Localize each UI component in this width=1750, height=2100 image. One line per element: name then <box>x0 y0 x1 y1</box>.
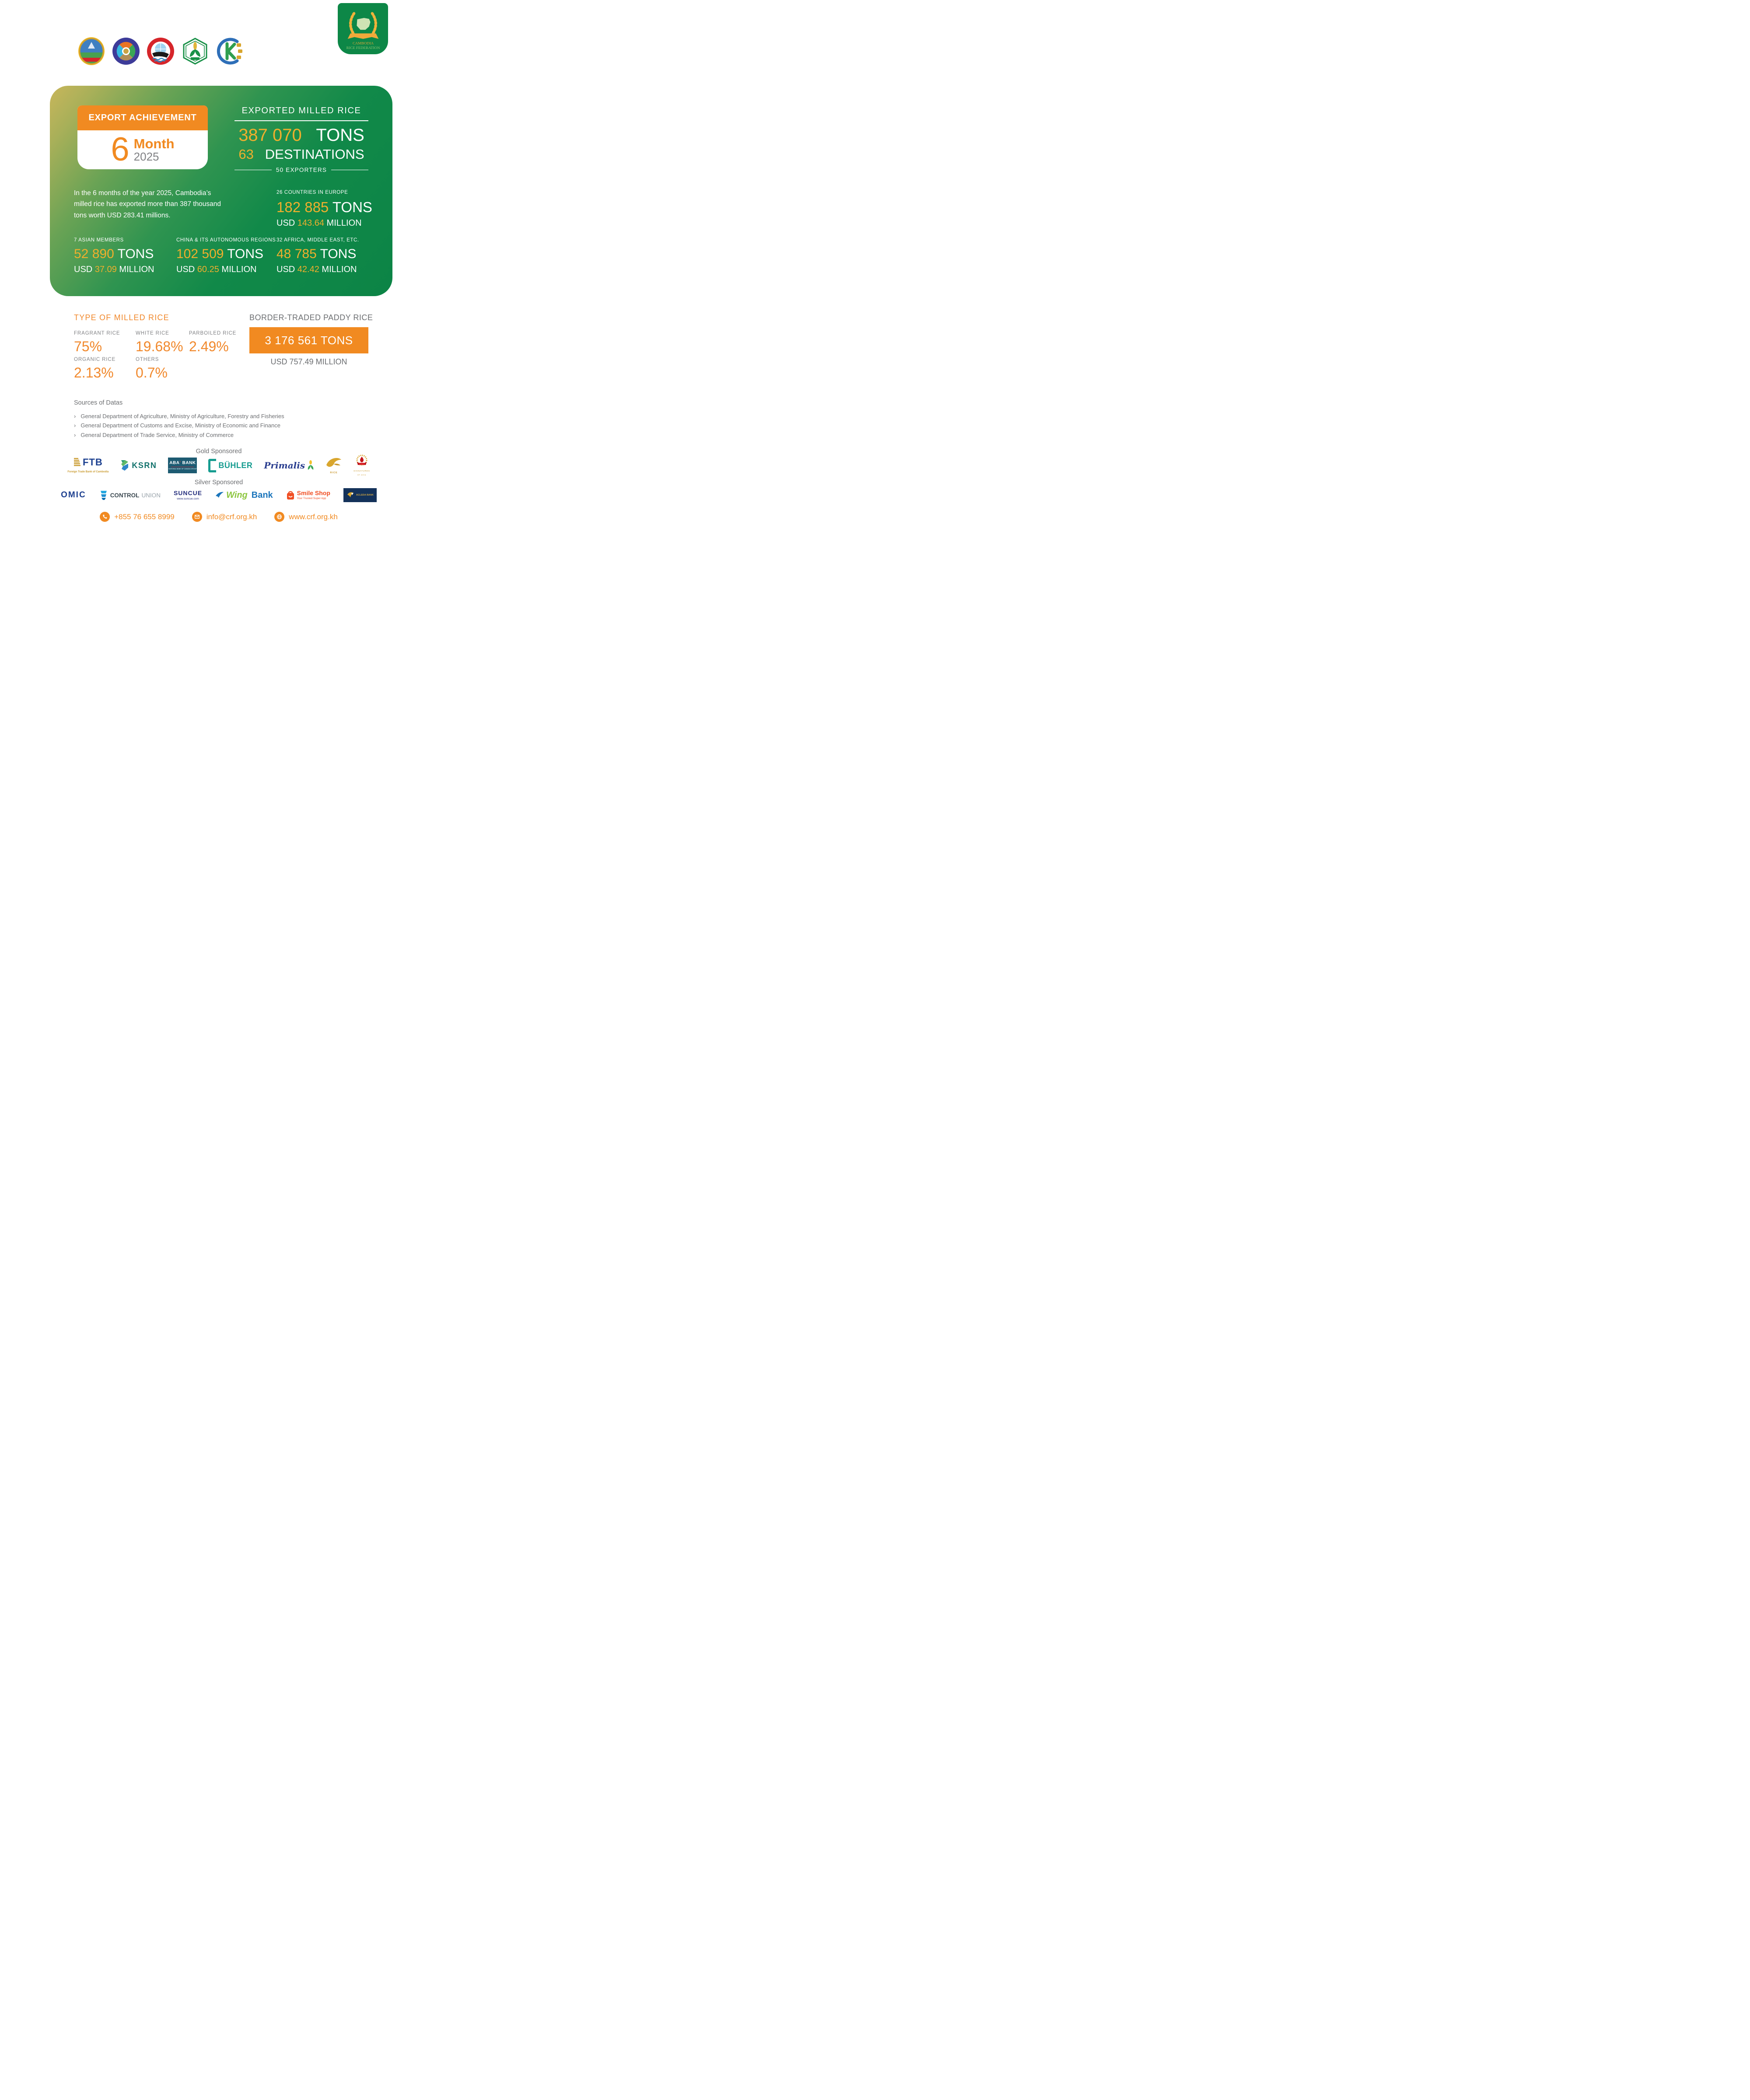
summary-paragraph: In the 6 months of the year 2025, Cambodia’s milled rice has exported more than 387 thousand tons worth USD 283.41 millions. <box>74 189 221 219</box>
sponsor-signatures-of-asia-logo <box>354 454 370 476</box>
stat-europe-label: 26 COUNTRIES IN EUROPE <box>276 190 348 195</box>
source-item <box>74 422 284 429</box>
rice-type-label: WHITE RICE <box>136 331 169 336</box>
rice-type-value: 2.13% <box>74 365 114 381</box>
border-traded-tons-box: 3 176 561 TONS <box>249 327 368 353</box>
chevron-bullet-icon: › <box>74 422 76 429</box>
sponsor-smile-shop-logo <box>286 490 330 500</box>
sponsor-buhler-logo <box>208 459 252 472</box>
aba-apostrophe: ' <box>179 461 181 466</box>
stat-china-usd-value: 60.25 <box>197 265 219 274</box>
crf-export-infographic <box>0 0 438 525</box>
globe-icon <box>274 512 284 522</box>
phone-number: +855 76 655 8999 <box>114 512 175 521</box>
wing-wordmark: Wing <box>226 490 248 500</box>
phone-contact <box>100 512 175 522</box>
buhler-bracket-icon <box>208 459 216 472</box>
rice-type-value: 2.49% <box>189 339 229 354</box>
stat-china-tons-unit: TONS <box>227 247 264 261</box>
sponsor-ftb-logo <box>67 457 108 474</box>
crf-logo-badge <box>338 3 388 54</box>
suncue-url: www.suncue.com <box>177 497 199 501</box>
rice-type-white <box>136 331 183 355</box>
silver-sponsored-label: Silver Sponsored <box>194 479 243 486</box>
crf-org-line1: CAMBODIA <box>352 40 374 45</box>
footer-contact-bar <box>0 512 438 522</box>
exported-milled-rice-block <box>234 106 368 173</box>
khmer-enterprise-seal-icon <box>215 37 244 66</box>
stat-asia-usd-label: USD <box>74 265 93 274</box>
source-text: General Department of Customs and Excise, Ministry of Economic and Finance <box>80 422 280 429</box>
rice-department-seal-icon <box>181 37 210 66</box>
source-text: General Department of Agriculture, Ministry of Agriculture, Forestry and Fisheries <box>80 413 284 419</box>
stat-europe-tons-value: 182 885 <box>276 199 329 215</box>
exporters-row <box>234 167 368 173</box>
exported-milled-rice-title: EXPORTED MILLED RICE <box>242 106 361 115</box>
stat-africa-label: 32 AFRICA, MIDDLE EAST, ETC. <box>276 238 359 243</box>
envelope-icon <box>192 512 202 522</box>
sponsor-primalis-logo <box>264 460 314 471</box>
stat-africa <box>276 238 359 275</box>
signatures-text-line1: SIGNATURES <box>354 470 370 472</box>
email-address: info@crf.org.kh <box>206 512 257 521</box>
stat-europe-usd-unit: MILLION <box>326 218 362 228</box>
export-achievement-card <box>77 105 208 169</box>
aba-wordmark-b: BANK <box>182 461 196 466</box>
primalis-plant-icon <box>307 460 314 471</box>
phone-icon <box>100 512 110 522</box>
crf-org-line2: RICE FEDERATION <box>346 45 380 50</box>
stat-europe-tons-unit: TONS <box>332 199 372 215</box>
silver-sponsors-row <box>0 486 438 504</box>
ftb-wordmark: FTB <box>82 457 103 468</box>
sponsor-ksrn-logo <box>120 460 157 471</box>
types-section-title: TYPE OF MILLED RICE <box>74 313 169 322</box>
sponsor-control-union-logo <box>99 490 161 500</box>
rice-type-label: FRAGRANT RICE <box>74 331 120 336</box>
destinations-unit: DESTINATIONS <box>265 147 364 162</box>
rice-type-value: 19.68% <box>136 339 183 354</box>
stat-africa-tons-unit: TONS <box>320 247 357 261</box>
chevron-bullet-icon: › <box>74 431 76 438</box>
sponsor-aba-bank-logo <box>168 458 197 473</box>
destinations-value: 63 <box>238 147 254 162</box>
stat-asia <box>74 238 154 275</box>
buhler-wordmark: BÜHLER <box>218 461 253 470</box>
signatures-text-line2: OF ASIA <box>357 474 367 476</box>
period-year: 2025 <box>133 150 159 164</box>
stat-asia-tons-unit: TONS <box>117 247 154 261</box>
stat-china-usd-unit: MILLION <box>221 265 257 274</box>
ksrn-mark-icon <box>120 460 130 471</box>
sources-title: Sources of Datas <box>74 399 123 406</box>
golden-bird-rice-text: RICE <box>330 472 338 475</box>
stat-asia-tons-value: 52 890 <box>74 247 114 261</box>
rice-type-organic <box>74 357 116 381</box>
agriculture-ministry-seal-icon <box>77 37 106 66</box>
source-text: General Department of Trade Service, Ministry of Commerce <box>80 431 234 438</box>
control-wordmark: CONTROL <box>110 492 140 499</box>
total-tons-line <box>234 126 368 144</box>
smile-shop-wordmark: Smile Shop <box>297 489 330 497</box>
commerce-ministry-seal-icon <box>146 37 175 66</box>
website-url: www.crf.org.kh <box>289 512 338 521</box>
total-tons-unit: TONS <box>316 126 364 145</box>
stat-europe-usd-value: 143.64 <box>297 218 324 228</box>
rice-type-value: 75% <box>74 339 102 354</box>
export-achievement-banner: EXPORT ACHIEVEMENT <box>77 105 208 130</box>
rice-type-fragrant <box>74 331 120 355</box>
rice-type-others <box>136 357 168 381</box>
stat-china-label: CHINA & ITS AUTONOMOUS REGIONS <box>176 238 276 243</box>
divider-line <box>331 170 368 171</box>
ministry-logos-row <box>77 37 244 66</box>
stat-asia-usd-value: 37.09 <box>94 265 117 274</box>
chevron-bullet-icon: › <box>74 413 76 419</box>
website-contact <box>274 512 337 522</box>
ftb-subtitle: Foreign Trade Bank of Cambodia <box>67 471 109 474</box>
rice-type-value: 0.7% <box>136 365 168 381</box>
sources-block <box>74 399 284 441</box>
acleda-bird-icon <box>346 491 354 499</box>
stat-africa-usd-unit: MILLION <box>322 265 357 274</box>
rice-type-label: OTHERS <box>136 357 159 362</box>
stat-europe-usd-label: USD <box>276 218 295 228</box>
acleda-wordmark: ACLEDA BANK <box>356 494 374 496</box>
aba-wordmark-a: ABA <box>169 461 180 466</box>
golden-bird-icon <box>326 456 342 469</box>
union-wordmark: UNION <box>141 492 161 499</box>
stat-china-usd-label: USD <box>176 265 195 274</box>
gold-sponsored-label: Gold Sponsored <box>196 448 242 455</box>
stat-africa-tons-value: 48 785 <box>276 247 317 261</box>
stat-china-tons-value: 102 509 <box>176 247 224 261</box>
crf-laurel-icon <box>340 6 386 52</box>
border-traded-usd: USD 757.49 MILLION <box>270 357 347 366</box>
export-period <box>77 130 208 169</box>
divider-line <box>234 120 368 121</box>
border-traded-title: BORDER-TRADED PADDY RICE <box>249 313 373 322</box>
signatures-crest-icon <box>355 454 368 468</box>
gold-sponsors-row <box>0 455 438 476</box>
smile-shop-bag-icon <box>286 490 295 500</box>
stat-asia-label: 7 ASIAN MEMBERS <box>74 238 124 243</box>
source-item <box>74 432 284 439</box>
sponsor-acleda-logo <box>343 488 377 502</box>
rice-type-label: ORGANIC RICE <box>74 357 116 362</box>
source-item <box>74 413 284 420</box>
smile-shop-tagline: Your Trusted Super App <box>297 496 326 500</box>
stat-china <box>176 238 276 275</box>
exporters-count: 50 EXPORTERS <box>276 167 327 173</box>
sponsor-wing-bank-logo <box>215 490 273 500</box>
email-contact <box>192 512 257 522</box>
period-number: 6 <box>111 131 130 168</box>
ksrn-wordmark: KSRN <box>132 461 157 470</box>
sponsor-omic-logo: OMIC <box>61 490 86 500</box>
suncue-wordmark: SUNCUE <box>173 489 203 496</box>
destinations-line <box>234 147 368 161</box>
sponsor-golden-bird-rice-logo <box>326 456 342 474</box>
rice-type-label: PARBOILED RICE <box>189 331 237 336</box>
sponsor-suncue-logo <box>174 490 202 501</box>
ftb-mark-icon <box>74 458 80 467</box>
export-summary-card <box>50 86 392 296</box>
control-union-shield-icon <box>99 490 108 500</box>
primalis-wordmark: Primalis <box>264 460 305 471</box>
stat-asia-usd-unit: MILLION <box>119 265 154 274</box>
aba-subtitle: NATIONAL BANK OF CANADA GROUP <box>168 468 197 470</box>
stat-africa-usd-label: USD <box>276 265 295 274</box>
stat-africa-usd-value: 42.42 <box>297 265 319 274</box>
industry-ministry-seal-icon <box>112 37 140 66</box>
stat-europe <box>276 190 372 228</box>
rice-type-parboiled <box>189 331 236 355</box>
period-unit: Month <box>133 136 175 151</box>
total-tons-value: 387 070 <box>238 126 302 145</box>
divider-line <box>234 170 272 171</box>
wing-bird-icon <box>215 491 224 500</box>
bank-wordmark: Bank <box>251 490 273 500</box>
